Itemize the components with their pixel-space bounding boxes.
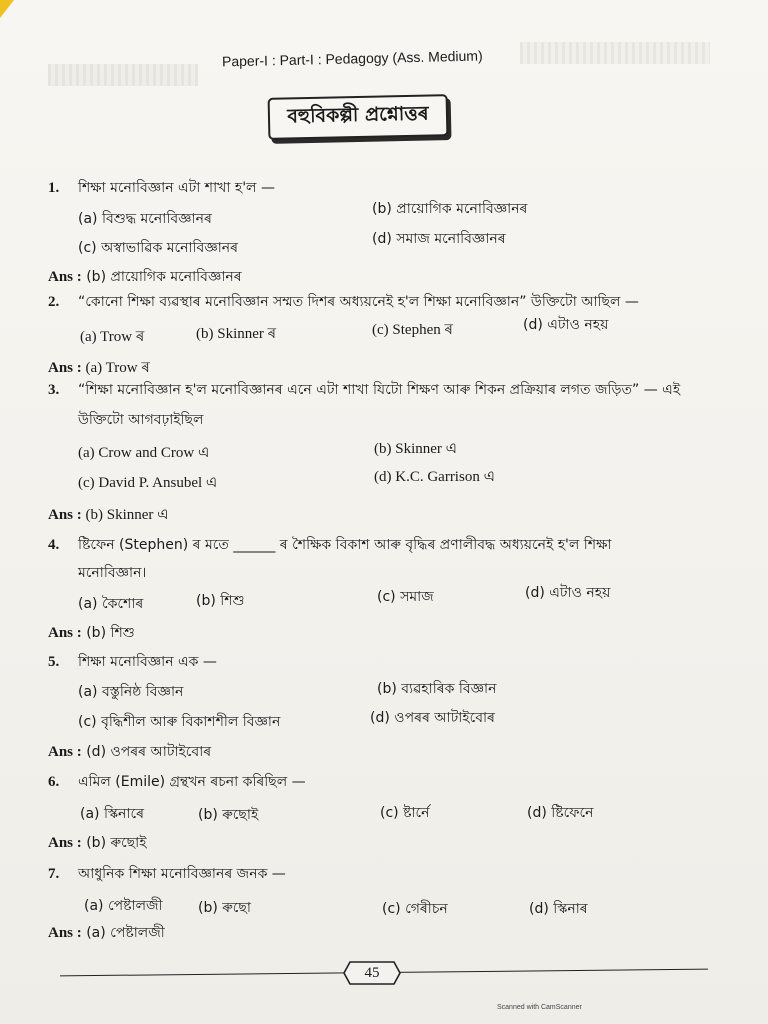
option-b: (b) Skinner ৰ (196, 326, 277, 342)
question-2 (48, 290, 639, 314)
answer-text: (d) ওপৰৰ আটাইবোৰ (86, 744, 212, 760)
answer-4 (48, 621, 135, 645)
answer-text: (b) Skinner এ (85, 507, 169, 523)
question-4 (48, 533, 611, 557)
option-d: (d) স্কিনাৰ (529, 901, 588, 917)
question-number: 1. (48, 180, 60, 196)
question-text: শিক্ষা মনোবিজ্ঞান এটা শাখা হ'ল — (78, 180, 275, 196)
answer-text: (b) ৰুছোই (86, 835, 147, 851)
question-number: 7. (48, 866, 60, 882)
answer-5 (48, 740, 211, 764)
option-b: (b) প্ৰায়োগিক মনোবিজ্ঞানৰ (372, 201, 528, 217)
answer-text: (a) পেষ্টালজী (86, 925, 165, 941)
option-b: (b) Skinner এ (374, 441, 458, 457)
option-b: (b) ৰুছো (198, 900, 251, 916)
option-b: (b) শিশু (196, 593, 245, 609)
option-d: (d) সমাজ মনোবিজ্ঞানৰ (372, 231, 506, 247)
question-number: 3. (48, 382, 60, 398)
answer-label: Ans : (48, 744, 82, 760)
answer-label: Ans : (48, 269, 82, 285)
answer-7 (48, 921, 165, 945)
question-text: “শিক্ষা মনোবিজ্ঞান হ'ল মনোবিজ্ঞানৰ এনে এটা শাখা যিটো শিক্ষণ আৰু শিকন প্ৰক্ৰিয়াৰ লগত জড়িত” — এই (78, 382, 681, 398)
question-number: 6. (48, 774, 60, 790)
option-a: (a) কৈশোৰ (78, 596, 144, 612)
option-b: (b) ৰুছোই (198, 807, 259, 823)
question-text: আধুনিক শিক্ষা মনোবিজ্ঞানৰ জনক — (78, 866, 286, 882)
option-c: (c) অস্বাভাৱিক মনোবিজ্ঞানৰ (78, 240, 239, 256)
option-a: (a) Crow and Crow এ (78, 445, 210, 461)
page-header: Paper-I : Part-I : Pedagogy (Ass. Medium) (221, 47, 483, 70)
section-title: বহুবিকল্পী প্ৰশ্নোত্তৰ (287, 102, 429, 128)
answer-label: Ans : (48, 835, 82, 851)
question-text: শিক্ষা মনোবিজ্ঞান এক — (78, 654, 217, 670)
question-text-continued: মনোবিজ্ঞান। (78, 565, 147, 581)
option-a: (a) বস্তুনিষ্ঠ বিজ্ঞান (78, 684, 184, 700)
question-7 (48, 862, 286, 886)
scan-smudge (520, 42, 710, 64)
option-d: (d) K.C. Garrison এ (374, 469, 495, 485)
answer-label: Ans : (48, 507, 82, 523)
question-3 (48, 378, 680, 402)
question-number: 4. (48, 537, 60, 553)
question-number: 2. (48, 294, 60, 310)
answer-1 (48, 265, 242, 289)
scanner-watermark: Scanned with CamScanner (497, 1004, 582, 1011)
option-a: (a) Trow ৰ (80, 329, 145, 345)
option-b: (b) ব্যৱহাৰিক বিজ্ঞান (377, 681, 497, 697)
question-5 (48, 650, 217, 674)
option-d: (d) ষ্টিফেনে (527, 805, 594, 821)
answer-text: (b) শিশু (86, 625, 135, 641)
question-text: “কোনো শিক্ষা ব্যৱস্থাৰ মনোবিজ্ঞান সম্মত দিশৰ অধ্যয়নেই হ'ল শিক্ষা মনোবিজ্ঞান” উক্তিটো আছিল — (78, 294, 639, 310)
question-text: এমিল (Emile) গ্ৰন্থখন ৰচনা কৰিছিল — (78, 774, 306, 790)
question-text-continued: উক্তিটো আগবঢ়াইছিল (78, 412, 204, 428)
answer-text: (a) Trow ৰ (85, 360, 150, 376)
page-number: 45 (364, 964, 380, 981)
option-a: (a) বিশুদ্ধ মনোবিজ্ঞানৰ (78, 211, 212, 227)
option-d: (d) এটাও নহয় (523, 317, 609, 333)
question-text: ষ্টিফেন (Stephen) ৰ মতে ______ ৰ শৈক্ষিক বিকাশ আৰু বৃদ্ধিৰ প্ৰণালীবদ্ধ অধ্যয়নেই হ'ল শিক্ষা (78, 537, 612, 553)
answer-6 (48, 831, 146, 855)
answer-text: (b) প্ৰায়োগিক মনোবিজ্ঞানৰ (86, 269, 242, 285)
option-c: (c) সমাজ (377, 589, 434, 605)
option-a: (a) স্কিনাৰে (80, 806, 144, 822)
question-6 (48, 770, 306, 794)
option-d: (d) এটাও নহয় (525, 585, 611, 601)
section-title-box (268, 94, 449, 140)
option-c: (c) বৃদ্ধিশীল আৰু বিকাশশীল বিজ্ঞান (78, 714, 281, 730)
scan-smudge (48, 64, 198, 86)
answer-label: Ans : (48, 625, 82, 641)
question-number: 5. (48, 654, 60, 670)
corner-mark (0, 0, 14, 18)
answer-label: Ans : (48, 360, 82, 376)
option-d: (d) ওপৰৰ আটাইবোৰ (370, 710, 495, 726)
option-a: (a) পেষ্টালজী (84, 898, 163, 914)
option-c: (c) Stephen ৰ (372, 322, 453, 338)
answer-3 (48, 503, 169, 528)
option-c: (c) ষ্টাৰ্নে (380, 805, 430, 821)
option-c: (c) David P. Ansubel এ (78, 475, 218, 491)
option-c: (c) গেৰীচন (382, 901, 448, 917)
answer-label: Ans : (48, 925, 82, 941)
question-1 (48, 176, 275, 200)
